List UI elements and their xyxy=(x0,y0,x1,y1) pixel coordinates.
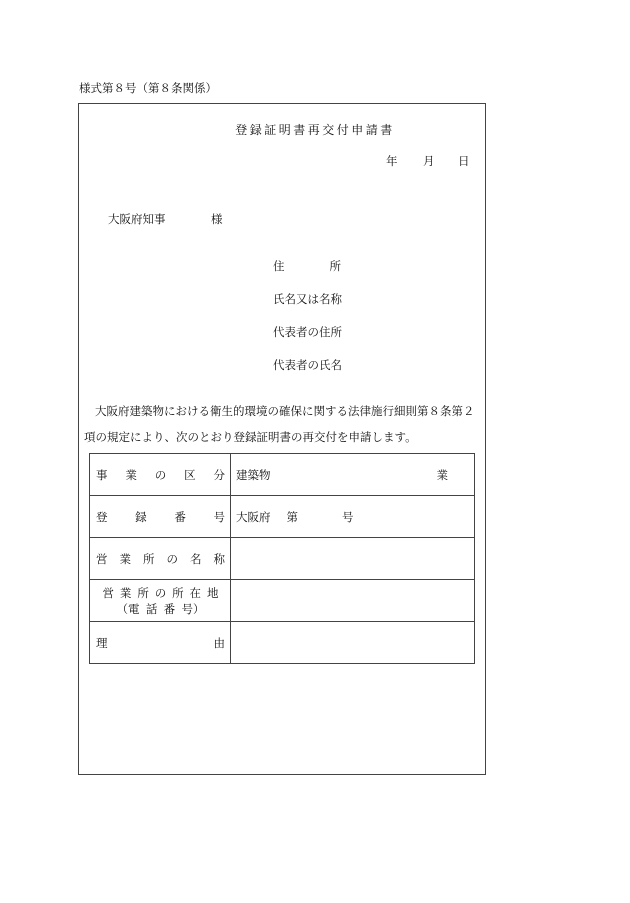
label-char: 所 xyxy=(137,585,149,600)
label-char: の xyxy=(166,551,178,566)
label-char: 営 xyxy=(102,585,114,600)
label-char: 番 xyxy=(163,601,176,616)
reason-value-cell[interactable] xyxy=(231,622,475,664)
category-label-cell xyxy=(90,454,231,496)
table-row-category xyxy=(90,454,475,496)
label-char: 話 xyxy=(145,601,158,616)
label-char: 在 xyxy=(189,585,202,600)
addressee-name: 大阪府知事 xyxy=(108,212,166,226)
representative-name-label: 代表者の氏名 xyxy=(273,358,342,372)
label-char: 業 xyxy=(125,467,137,482)
table-row-office-location xyxy=(90,580,475,622)
table-row-office-name xyxy=(90,538,475,580)
date-day-label: 日 xyxy=(458,154,470,168)
application-details-table xyxy=(89,453,475,664)
form-number-label: 様式第８号（第８条関係） xyxy=(79,81,217,95)
office-name-label-cell xyxy=(90,538,231,580)
category-value-left: 建築物 xyxy=(236,467,271,482)
registration-label-cell xyxy=(90,496,231,538)
label-char: の xyxy=(154,585,167,600)
label-char: 営 xyxy=(96,551,108,566)
table-row-reason xyxy=(90,622,475,664)
label-char: 名 xyxy=(190,551,202,566)
label-char: 番 xyxy=(174,509,186,524)
label-char: 事 xyxy=(96,467,108,482)
label-char: 由 xyxy=(213,635,225,650)
label-char: 録 xyxy=(135,509,147,524)
label-char: 理 xyxy=(96,635,108,650)
label-char: 所 xyxy=(143,551,155,566)
reason-label-cell xyxy=(90,622,231,664)
label-char: 区 xyxy=(184,467,196,482)
registration-dai: 第 xyxy=(286,509,298,524)
office-location-value-cell[interactable] xyxy=(231,580,475,622)
page-title: 登録証明書再交付申請書 xyxy=(235,123,395,137)
label-char: 業 xyxy=(119,585,132,600)
application-statement: 大阪府建築物における衛生的環境の確保に関する法律施行細則第８条第２項の規定により、次のとおり登録証明書の再交付を申請します。 xyxy=(84,404,475,444)
addressee-honorific: 様 xyxy=(211,212,223,226)
label-char: （電 xyxy=(116,601,140,616)
label-char: 号 xyxy=(213,509,225,524)
date-year-label: 年 xyxy=(386,154,398,168)
label-char: 登 xyxy=(96,509,108,524)
label-char: 所 xyxy=(172,585,184,600)
table-row-registration xyxy=(90,496,475,538)
applicant-address-label xyxy=(273,258,341,274)
label-char: 業 xyxy=(119,551,131,566)
applicant-name-label: 氏名又は名称 xyxy=(273,292,342,306)
date-month-label: 月 xyxy=(423,154,435,168)
category-value-cell[interactable] xyxy=(231,454,475,496)
label-char: 分 xyxy=(213,467,225,482)
representative-address-label: 代表者の住所 xyxy=(273,325,342,339)
label-char: 称 xyxy=(213,551,225,566)
label-char: の xyxy=(154,467,167,482)
office-location-label-cell xyxy=(90,580,231,622)
registration-value-cell[interactable] xyxy=(231,496,475,538)
registration-go: 号 xyxy=(342,509,354,524)
label-char: 地 xyxy=(206,585,219,600)
category-value-right: 業 xyxy=(436,467,448,482)
registration-prefecture: 大阪府 xyxy=(236,509,271,524)
label-char: 号） xyxy=(181,601,205,616)
office-name-value-cell[interactable] xyxy=(231,538,475,580)
applicant-address-label-a: 住 xyxy=(273,259,285,273)
applicant-address-label-b: 所 xyxy=(329,259,341,273)
